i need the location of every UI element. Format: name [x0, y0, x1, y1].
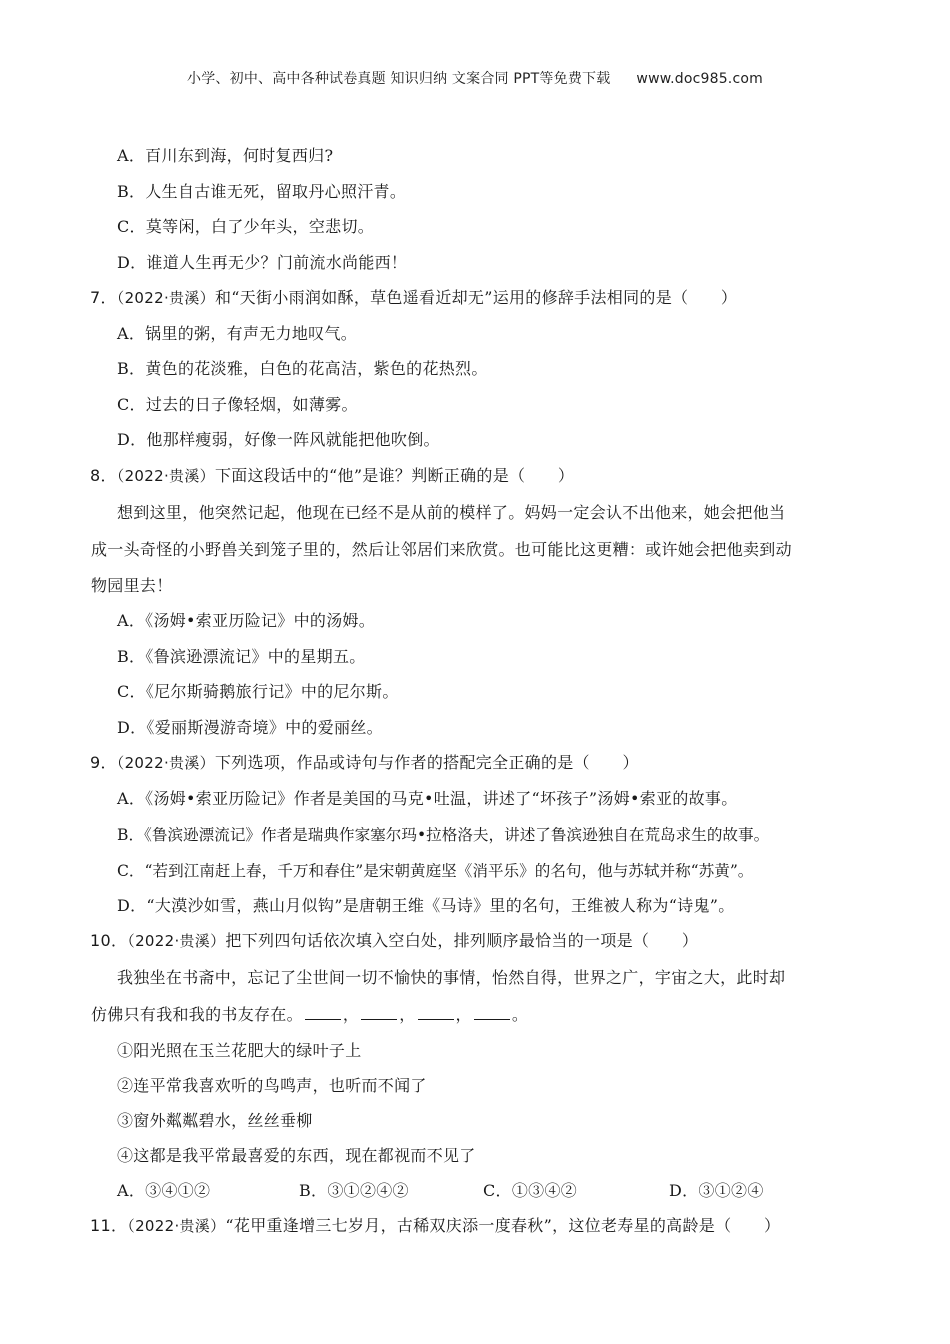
q8-option-c: C．《尼尔斯骑鹅旅行记》中的尼尔斯。 — [117, 682, 399, 701]
q10-sentence-3: ③窗外粼粼碧水，丝丝垂柳 — [117, 1111, 313, 1130]
question-number: 11． — [90, 1216, 128, 1235]
fill-blank-4[interactable] — [474, 1005, 510, 1020]
q6-option-c: C．莫等闲，白了少年头，空悲切。 — [117, 217, 375, 236]
q8-option-b: B．《鲁滨逊漂流记》中的星期五。 — [117, 647, 366, 666]
q8-passage-line-1: 想到这里，他突然记起，他现在已经不是从前的模样了。妈妈一定会认不出他来，她会把他当 — [117, 503, 786, 522]
fill-blank-2[interactable] — [361, 1005, 397, 1020]
q10-passage-line-2: 仿佛只有我和我的书友存在。 ， ， ， 。 — [91, 1005, 529, 1024]
question-8 — [90, 466, 574, 486]
header-text: 小学、初中、高中各种试卷真题 知识归纳 文案合同 PPT等免费下载 — [187, 71, 611, 87]
q10-option-a: A．③④①② — [117, 1181, 211, 1200]
q9-option-a: A．《汤姆•索亚历险记》作者是美国的马克•吐温，讲述了“坏孩子”汤姆•索亚的故事。 — [117, 789, 738, 808]
question-11 — [90, 1216, 780, 1236]
q10-passage-line-1: 我独坐在书斋中，忘记了尘世间一切不愉快的事情，怡然自得，世界之广，宇宙之大，此时却 — [117, 968, 786, 987]
q10-sentence-1: ①阳光照在玉兰花肥大的绿叶子上 — [117, 1041, 362, 1060]
fill-blank-3[interactable] — [418, 1005, 454, 1020]
question-stem: 下面这段话中的“他”是谁？判断正确的是（ ） — [214, 466, 575, 485]
question-7 — [90, 288, 737, 308]
question-stem: “花甲重逢增三七岁月，古稀双庆添一度春秋”，这位老寿星的高龄是（ ） — [225, 1216, 781, 1235]
question-number: 7． — [90, 288, 117, 307]
question-source: （2022·贵溪） — [127, 1217, 226, 1235]
question-source: （2022·贵溪） — [127, 932, 226, 950]
question-stem: 把下列四句话依次填入空白处，排列顺序最恰当的一项是（ ） — [225, 931, 699, 950]
question-source: （2022·贵溪） — [116, 467, 215, 485]
q10-passage-text: 仿佛只有我和我的书友存在。 — [91, 1005, 303, 1024]
q10-sentence-2: ②连平常我喜欢听的鸟鸣声，也听而不闻了 — [117, 1076, 427, 1095]
question-source: （2022·贵溪） — [116, 289, 215, 307]
question-source: （2022·贵溪） — [116, 754, 215, 772]
q8-option-a: A．《汤姆•索亚历险记》中的汤姆。 — [117, 611, 376, 630]
q8-passage-line-2: 成一头奇怪的小野兽关到笼子里的，然后让邻居们来欣赏。也可能比这更糟：或许她会把他卖到动 — [91, 540, 792, 559]
q6-option-a: A．百川东到海，何时复西归? — [117, 146, 334, 165]
page-header — [0, 68, 950, 88]
question-number: 8． — [90, 466, 117, 485]
q10-option-b: B．③①②④② — [299, 1181, 409, 1200]
q8-option-d: D．《爱丽斯漫游奇境》中的爱丽丝。 — [117, 718, 383, 737]
q7-option-c: C．过去的日子像轻烟，如薄雾。 — [117, 395, 358, 414]
question-stem: 和“天街小雨润如酥，草色遥看近却无”运用的修辞手法相同的是（ ） — [214, 288, 738, 307]
q6-option-d: D．谁道人生再无少？门前流水尚能西！ — [117, 253, 408, 272]
q9-option-b: B．《鲁滨逊漂流记》作者是瑞典作家塞尔玛•拉格洛夫，讲述了鲁滨逊独自在荒岛求生的故事。 — [117, 826, 770, 844]
q7-option-a: A．锅里的粥，有声无力地叹气。 — [117, 324, 358, 343]
fill-blank-1[interactable] — [305, 1005, 341, 1020]
q7-option-b: B．黄色的花淡雅，白色的花高洁，紫色的花热烈。 — [117, 359, 488, 378]
question-9 — [90, 753, 639, 773]
q10-option-c: C．①③④② — [483, 1181, 578, 1200]
question-number: 10． — [90, 931, 128, 950]
q10-sentence-4: ④这都是我平常最喜爱的东西，现在都视而不见了 — [117, 1146, 476, 1165]
q7-option-d: D．他那样瘦弱，好像一阵风就能把他吹倒。 — [117, 430, 440, 449]
header-website[interactable]: www.doc985.com — [636, 71, 763, 87]
question-10 — [90, 931, 698, 951]
q9-option-d: D．“大漠沙如雪，燕山月似钩”是唐朝王维《马诗》里的名句，王维被人称为“诗鬼”。 — [117, 896, 735, 915]
q6-option-b: B．人生自古谁无死，留取丹心照汗青。 — [117, 182, 407, 201]
question-number: 9． — [90, 753, 117, 772]
question-stem: 下列选项，作品或诗句与作者的搭配完全正确的是（ ） — [214, 753, 639, 772]
q8-passage-line-3: 物园里去！ — [91, 576, 173, 595]
q9-option-c: C．“若到江南赶上春，千万和春住”是宋朝黄庭坚《消平乐》的名句，他与苏轼并称“苏黄”。 — [117, 862, 754, 880]
q10-option-d: D．③①②④ — [669, 1181, 764, 1200]
